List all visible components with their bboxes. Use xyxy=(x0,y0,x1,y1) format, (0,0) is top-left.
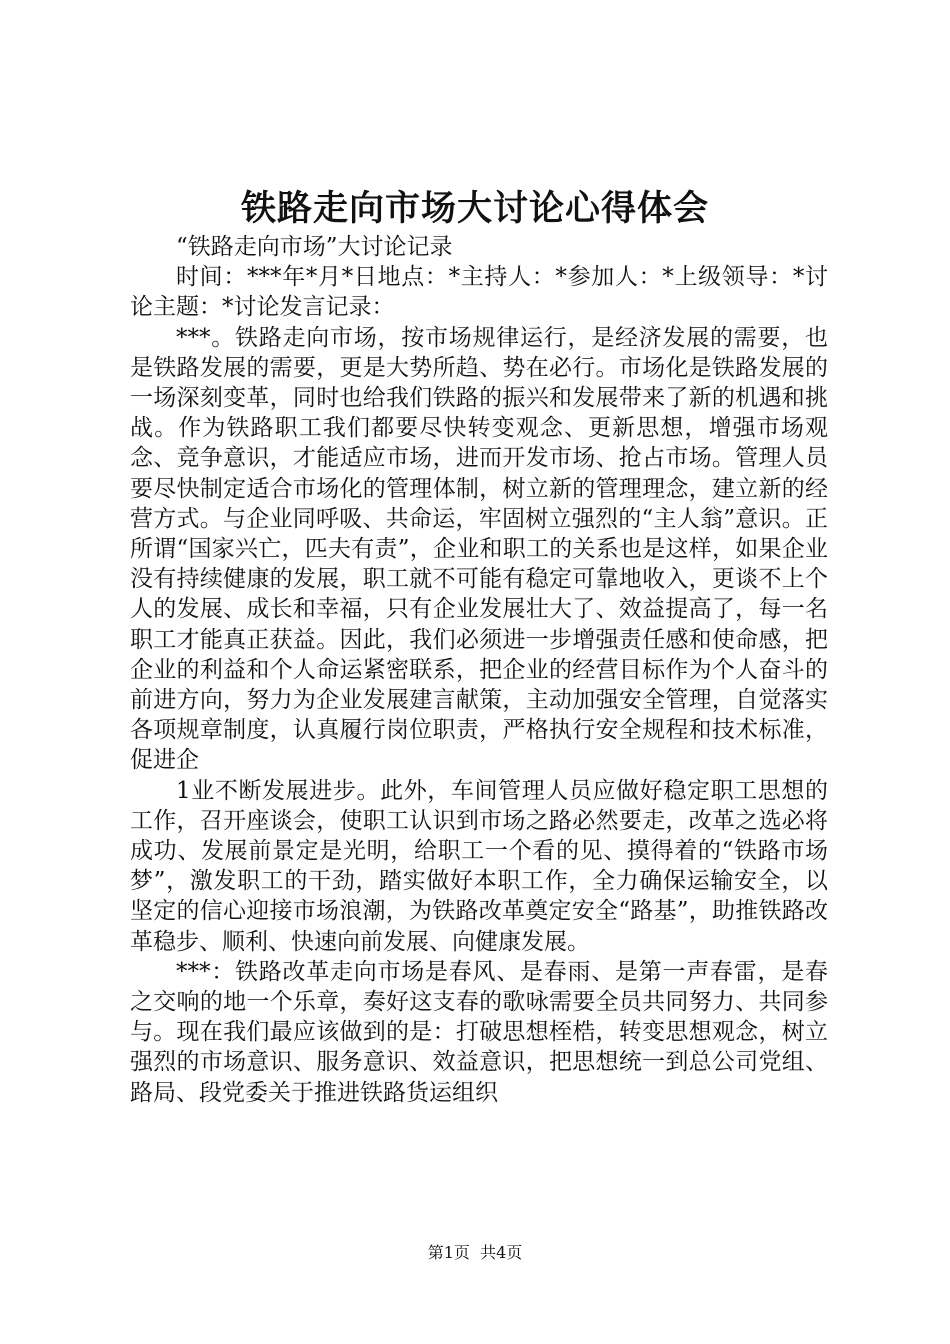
page-footer xyxy=(0,1243,950,1263)
paragraph-meeting-info: 时间：***年*月*日地点：*主持人：*参加人：*上级领导：*讨论主题：*讨论发言记录： xyxy=(130,264,829,321)
page-total: 共4页 xyxy=(480,1243,523,1262)
paragraph-speech-2: ***：铁路改革走向市场是春风、是春雨、是第一声春雷，是春之交响的地一个乐章，奏好这支春的歌咏需要全员共同努力、共同参与。现在我们最应该做到的是：打破思想桎梏，转变思想观念，树立强烈的市场意识、服务意识、效益意识，把思想统一到总公司党组、路局、段党委关于推进铁路货运组织 xyxy=(130,958,828,1106)
paragraph-speech-1: ***。铁路走向市场，按市场规律运行，是经济发展的需要，也是铁路发展的需要，更是大势所趋、势在必行。市场化是铁路发展的一场深刻变革，同时也给我们铁路的振兴和发展带来了新的机遇和挑战。作为铁路职工我们都要尽快转变观念、更新思想，增强市场观念、竞争意识，才能适应市场，进而开发市场、抢占市场。管理人员要尽快制定适合市场化的管理体制，树立新的管理理念，建立新的经营方式。与企业同呼吸、共命运，牢固树立强烈的“主人翁”意识。正所谓“国家兴亡，匹夫有责”，企业和职工的关系也是这样，如果企业没有持续健康的发展，职工就不可能有稳定可靠地收入，更谈不上个人的发展、成长和幸福，只有企业发展壮大了、效益提高了，每一名职工才能真正获益。因此，我们必须进一步增强责任感和使命感，把企业的利益和个人命运紧密联系，把企业的经营目标作为个人奋斗的前进方向，努力为企业发展建言献策，主动加强安全管理，自觉落实各项规章制度，认真履行岗位职责，严格执行安全规程和技术标准，促进企 xyxy=(130,324,828,774)
document-body xyxy=(130,232,828,1108)
page-number: 第1页 xyxy=(427,1243,470,1262)
paragraph-heading: “铁路走向市场”大讨论记录 xyxy=(176,234,453,260)
paragraph-speech-1-continued: 1业不断发展进步。此外，车间管理人员应做好稳定职工思想的工作，召开座谈会，使职工认识到市场之路必然要走，改革之选必将成功、发展前景定是光明，给职工一个看的见、摸得着的“铁路市场梦”，激发职工的干劲，踏实做好本职工作，全力确保运输安全，以坚定的信心迎接市场浪潮，为铁路改革奠定安全“路基”，助推铁路改革稳步、顺利、快速向前发展、向健康发展。 xyxy=(130,777,828,955)
page-title: 铁路走向市场大讨论心得体会 xyxy=(240,188,709,229)
